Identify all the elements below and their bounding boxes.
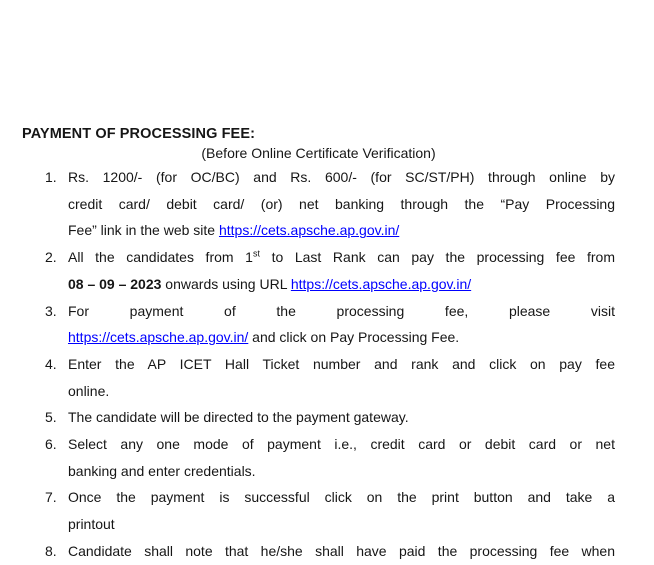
text-run: online. [68,382,110,399]
list-item [22,244,615,297]
text-run: Select any one mode of payment i.e., credit card or debit card or net [68,436,615,453]
instruction-line [68,324,615,351]
list-item [22,538,615,565]
list-item [22,484,615,537]
bold-date: 08 – 09 – 2023 [68,275,162,292]
ordinal-superscript: st [252,248,260,259]
page-subtitle: (Before Online Certificate Verification) [201,145,436,161]
list-item-content [68,244,615,297]
cets-apsche-link[interactable]: https://cets.apsche.ap.gov.in/ [218,222,400,239]
text-run: banking and enter credentials. [68,462,256,479]
list-item-number: 1. [45,169,57,185]
list-item [22,164,615,244]
list-item-number: 6. [45,436,57,453]
list-item-number: 3. [45,302,57,319]
instruction-line [68,431,615,458]
text-run: Candidate shall note that he/she shall have paid the processing fee when [68,542,615,559]
text-run: Enter the AP ICET Hall Ticket number and rank and click on pay fee [68,355,615,372]
text-run: Once the payment is successful click on the print button and take a [68,489,615,506]
text-run: onwards using URL [161,275,291,292]
text-run: Rs. 1200/- (for OC/BC) and Rs. 600/- (for SC/ST/PH) through online by [68,169,615,185]
list-item-content [68,484,615,537]
page-title: PAYMENT OF PROCESSING FEE: [22,126,256,142]
list-item [22,351,615,404]
list-item-content [68,431,615,484]
cets-apsche-link[interactable]: https://cets.apsche.ap.gov.in/ [290,275,472,292]
text-run: and click on Pay Processing Fee. [248,329,460,346]
list-item [22,404,615,431]
instruction-line [68,458,615,485]
text-run: For payment of the processing fee, please visit [68,302,615,319]
cets-apsche-link[interactable]: https://cets.apsche.ap.gov.in/ [68,329,249,346]
instruction-line [68,191,615,218]
list-item-number: 8. [45,542,57,559]
list-item-number: 2. [45,249,57,266]
text-run: All the candidates from 1 [68,249,253,266]
text-run: The candidate will be directed to the payment gateway. [68,409,409,426]
instruction-line [68,484,615,511]
text-run: credit card/ debit card/ (or) net banking through the “Pay Processing [68,195,615,212]
instruction-line [68,511,615,538]
instruction-line [68,217,615,244]
text-run: printout [68,516,115,533]
instruction-line [68,404,615,431]
list-item-content [68,404,615,431]
instruction-line [68,351,615,378]
text-run: to Last Rank can pay the processing fee from [259,249,615,266]
list-item [22,298,615,351]
list-item [22,431,615,484]
list-item-number: 7. [45,489,57,506]
list-item-number: 5. [45,409,57,426]
instruction-line [68,538,615,565]
instruction-line [68,164,615,191]
instruction-line [68,378,615,405]
text-run: Fee” link in the web site [68,222,219,239]
list-item-content [68,298,615,351]
list-item-content [68,351,615,404]
payment-instructions-list [22,164,615,565]
list-item-content [68,538,615,565]
list-item-content [68,164,615,244]
list-item-number: 4. [45,355,57,372]
instruction-line [68,244,615,271]
instruction-line [68,298,615,325]
instruction-line [68,271,615,298]
